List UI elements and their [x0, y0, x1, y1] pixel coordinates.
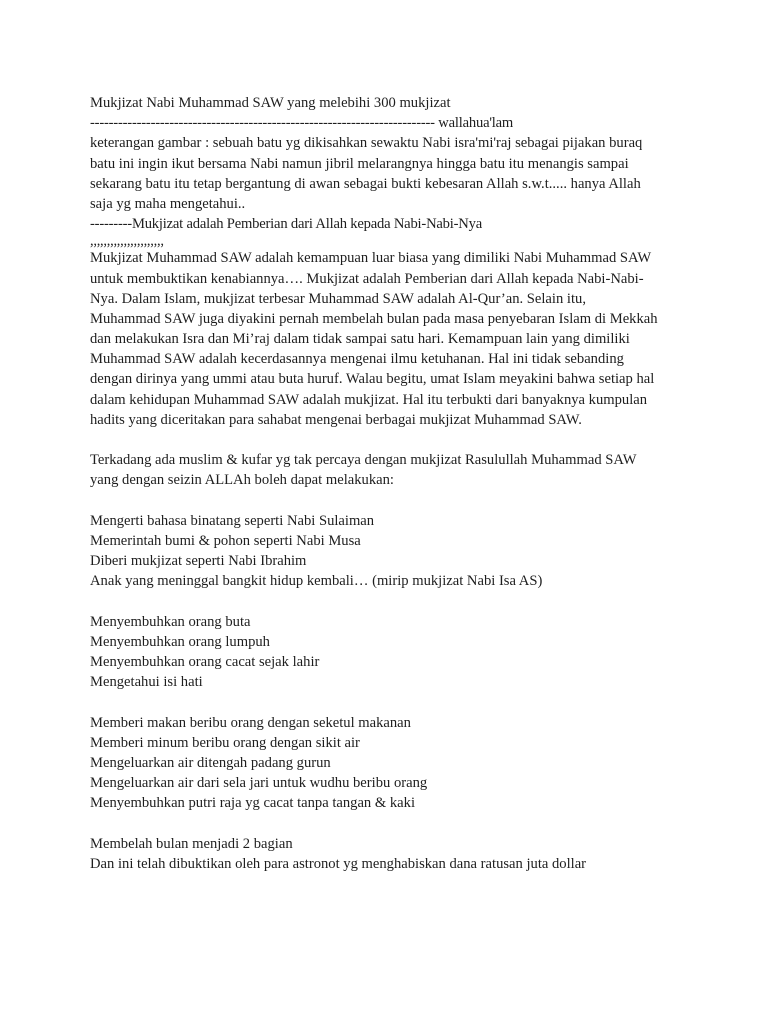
- separator-line: -------------------------------------------------------------------------- wallahua'lam: [90, 115, 514, 132]
- list-item: Mengetahui isi hati: [90, 674, 203, 691]
- intro-paragraph-line: hadits yang diceritakan para sahabat mengenai berbagai mukjizat Muhammad SAW.: [90, 411, 582, 428]
- intro-paragraph-line: dengan dirinya yang ummi atau buta huruf. Walau begitu, umat Islam meyakini bahwa setiap hal: [90, 371, 655, 388]
- list-item: Anak yang meninggal bangkit hidup kembali… (mirip mukjizat Nabi Isa AS): [90, 573, 543, 590]
- list-item: Memberi makan beribu orang dengan seketul makanan: [90, 714, 411, 731]
- intro-paragraph-line: untuk membuktikan kenabiannya…. Mukjizat adalah Pemberian dari Allah kepada Nabi-Nabi-: [90, 270, 644, 287]
- paragraph-gap: [90, 814, 730, 834]
- caption-line: saja yg maha mengetahui..: [90, 195, 246, 212]
- caption-line: sekarang batu itu tetap bergantung di awan sebagai bukti kebesaran Allah s.w.t..... hanya Allah: [90, 175, 641, 192]
- intro-paragraph-line: Muhammad SAW juga diyakini pernah membelah bulan pada masa penyebaran Islam di Mekkah: [90, 310, 658, 327]
- intro-paragraph-line: Mukjizat Muhammad SAW adalah kemampuan luar biasa yang dimiliki Nabi Muhammad SAW: [90, 250, 652, 267]
- paragraph-gap: [90, 430, 730, 450]
- caption-line: keterangan gambar : sebuah batu yg dikisahkan sewaktu Nabi isra'mi'raj sebagai pijakan buraq: [90, 135, 643, 152]
- list-item: Membelah bulan menjadi 2 bagian: [90, 835, 293, 852]
- list-item: Memerintah bumi & pohon seperti Nabi Musa: [90, 532, 361, 549]
- intro-paragraph-line: Nya. Dalam Islam, mukjizat terbesar Muhammad SAW adalah Al-Qur’an. Selain itu,: [90, 290, 586, 307]
- list-item: Menyembuhkan orang lumpuh: [90, 633, 270, 650]
- intro-paragraph-line: Muhammad SAW adalah kecerdasannya mengenai ilmu ketuhanan. Hal ini tidak sebanding: [90, 351, 624, 368]
- paragraph-gap: [90, 592, 730, 612]
- list-item: Mengeluarkan air ditengah padang gurun: [90, 755, 331, 771]
- caption-line: batu ini ingin ikut bersama Nabi namun jibril melarangnya hingga batu itu menangis sampai: [90, 155, 629, 172]
- list-item: Dan ini telah dibuktikan oleh para astronot yg menghabiskan dana ratusan juta dollar: [90, 855, 587, 872]
- paragraph-gap: [90, 491, 730, 511]
- list-item: Memberi minum beribu orang dengan sikit air: [90, 734, 360, 751]
- intro-paragraph-line: dan melakukan Isra dan Mi’raj dalam tidak sampai satu hari. Kemampuan lain yang dimiliki: [90, 331, 630, 348]
- list-item: Diberi mukjizat seperti Nabi Ibrahim: [90, 553, 307, 570]
- list-item: Menyembuhkan putri raja yg cacat tanpa tangan & kaki: [90, 795, 415, 812]
- document-title: Mukjizat Nabi Muhammad SAW yang melebihi 300 mukjizat: [90, 95, 451, 111]
- document-body: [90, 93, 730, 874]
- skeptic-paragraph-line: yang dengan seizin ALLAh boleh dapat melakukan:: [90, 472, 394, 489]
- list-item: Menyembuhkan orang buta: [90, 613, 251, 630]
- comma-line: ,,,,,,,,,,,,,,,,,,,,,,: [90, 233, 164, 250]
- list-item: Mengeluarkan air dari sela jari untuk wudhu beribu orang: [90, 775, 428, 792]
- skeptic-paragraph-line: Terkadang ada muslim & kufar yg tak percaya dengan mukjizat Rasulullah Muhammad SAW: [90, 452, 637, 469]
- intro-paragraph-line: dalam kehidupan Muhammad SAW adalah mukjizat. Hal itu terbukti dari banyaknya kumpulan: [90, 391, 648, 408]
- list-item: Mengerti bahasa binatang seperti Nabi Sulaiman: [90, 512, 375, 529]
- paragraph-gap: [90, 692, 730, 712]
- subheading: ---------Mukjizat adalah Pemberian dari Allah kepada Nabi-Nabi-Nya: [90, 216, 483, 233]
- list-item: Menyembuhkan orang cacat sejak lahir: [90, 654, 320, 671]
